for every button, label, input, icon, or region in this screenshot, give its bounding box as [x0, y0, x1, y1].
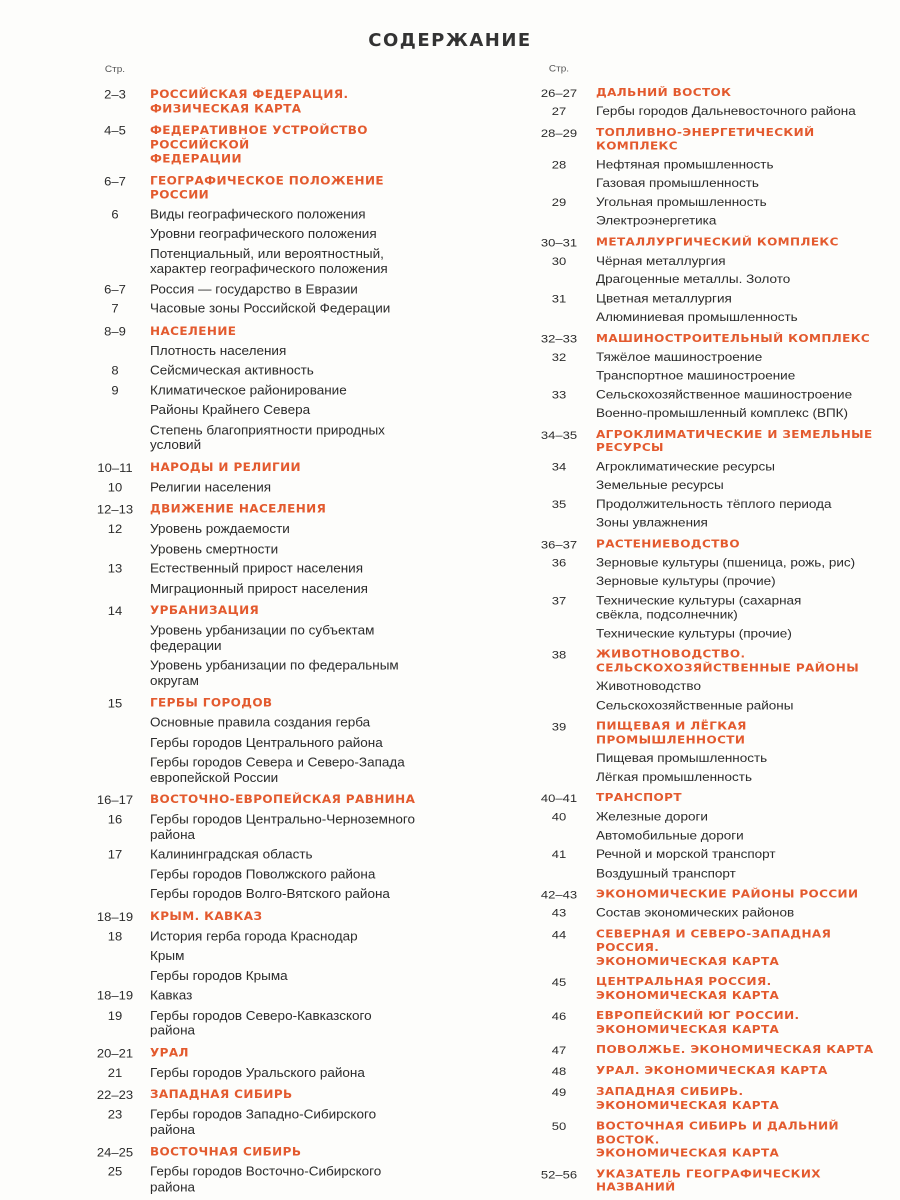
page-number: 19 [107, 1008, 123, 1023]
entry-title: Гербы городов Западно-Сибирского района [150, 1107, 377, 1137]
toc-entry [532, 808, 882, 824]
page-number [532, 477, 586, 479]
toc-entry [532, 573, 882, 589]
page-number [88, 865, 142, 867]
toc-entry [88, 225, 460, 242]
page-number [532, 573, 586, 575]
page-number: 16 [107, 812, 123, 827]
page-number [88, 657, 142, 659]
page-number [532, 175, 586, 177]
toc-section-entry [532, 426, 882, 455]
page-number: 25 [107, 1164, 123, 1179]
page-number: 13 [107, 561, 123, 576]
section-title: УРАЛ [150, 1046, 189, 1060]
page-number: 49 [551, 1085, 567, 1099]
section-title: КРЫМ. КАВКАЗ [150, 909, 263, 923]
page-number: 30 [551, 253, 567, 267]
entry-title: Алюминиевая промышленность [596, 310, 798, 324]
entry-title: Степень благоприятности природных условий [150, 422, 385, 452]
section-title: ТРАНСПОРТ [596, 791, 682, 804]
toc-entry [88, 361, 460, 378]
page-number [88, 734, 142, 736]
page-number: 45 [551, 975, 567, 989]
section-title: РОССИЙСКАЯ ФЕДЕРАЦИЯ. ФИЗИЧЕСКАЯ КАРТА [150, 87, 349, 115]
toc-entry [88, 560, 460, 577]
page-number [532, 271, 586, 273]
page-number: 37 [551, 593, 567, 607]
page-number: 28–29 [540, 126, 578, 140]
toc-section-entry [88, 172, 460, 202]
page-number: 18 [107, 928, 123, 943]
toc-entry [88, 1006, 460, 1038]
toc-entry [532, 592, 882, 623]
toc-entry [88, 1163, 460, 1195]
toc-section-entry [532, 1063, 882, 1079]
entry-title: Животноводство [596, 679, 701, 693]
entry-title: Основные правила создания герба [150, 715, 371, 730]
toc-entry [88, 381, 460, 398]
entry-title: Миграционный прирост населения [150, 581, 368, 596]
toc-entry [88, 811, 460, 843]
page-number: 26–27 [540, 86, 578, 100]
page-number: 46 [551, 1009, 567, 1023]
toc-entry [532, 103, 882, 119]
page-number [88, 622, 142, 624]
toc-section-entry [88, 791, 460, 808]
entry-title: Электроэнергетика [596, 214, 717, 228]
page-number [532, 367, 586, 369]
page-number: 32 [551, 350, 567, 364]
toc-section-entry [88, 1044, 460, 1061]
toc-entry [88, 865, 460, 882]
entry-title: Гербы городов Севера и Северо-Запада европейской России [150, 755, 405, 785]
section-title: ЗАПАДНАЯ СИБИРЬ. ЭКОНОМИЧЕСКАЯ КАРТА [596, 1085, 780, 1112]
toc-entry [532, 212, 882, 228]
section-title: ДАЛЬНИЙ ВОСТОК [596, 86, 732, 99]
entry-title: История герба города Краснодар [150, 928, 358, 943]
section-title: ЦЕНТРАЛЬНАЯ РОССИЯ. ЭКОНОМИЧЕСКАЯ КАРТА [596, 975, 780, 1002]
toc-entry [88, 967, 460, 984]
section-title: РАСТЕНИЕВОДСТВО [596, 537, 740, 550]
entry-title: Районы Крайнего Севера [150, 402, 311, 417]
toc-section-entry [532, 330, 882, 346]
section-title: УРАЛ. ЭКОНОМИЧЕСКАЯ КАРТА [596, 1064, 828, 1077]
entry-title: Крым [150, 948, 185, 963]
toc-entry [532, 495, 882, 511]
section-title: ПИЩЕВАЯ И ЛЁГКАЯ ПРОМЫШЛЕННОСТИ [596, 719, 747, 746]
page-number: 35 [551, 497, 567, 511]
entry-title: Технические культуры (сахарная свёкла, подсолнечник) [596, 593, 802, 621]
entry-title: Гербы городов Дальневосточного района [596, 104, 856, 118]
toc-entry [88, 421, 460, 453]
toc-entry [532, 750, 882, 766]
page-number: 8 [111, 363, 119, 378]
page-number: 42–43 [540, 887, 578, 901]
entry-title: Религии населения [150, 479, 272, 494]
section-title: ЗАПАДНАЯ СИБИРЬ [150, 1088, 293, 1101]
toc-section-entry [532, 536, 882, 552]
entry-title: Виды географического положения [150, 207, 366, 221]
page-number [88, 245, 142, 247]
entry-title: Железные дороги [596, 809, 708, 824]
page-title: СОДЕРЖАНИЕ [368, 30, 532, 51]
page-number: 31 [551, 291, 567, 305]
section-title: ТОПЛИВНО-ЭНЕРГЕТИЧЕСКИЙ КОМПЛЕКС [596, 126, 815, 152]
section-title: ВОСТОЧНО-ЕВРОПЕЙСКАЯ РАВНИНА [150, 793, 416, 806]
section-title: ЭКОНОМИЧЕСКИЕ РАЙОНЫ РОССИИ [596, 887, 859, 901]
entry-title: Гербы городов Поволжского района [150, 867, 376, 882]
toc-entry [88, 622, 460, 654]
toc-section-entry [532, 718, 882, 747]
page-number: 33 [551, 387, 567, 401]
section-title: ФЕДЕРАТИВНОЕ УСТРОЙСТВО РОССИЙСКОЙ ФЕДЕРАЦИИ [150, 123, 368, 166]
page-column-header: Стр. [548, 64, 570, 75]
page-number: 47 [551, 1043, 567, 1057]
toc-entry [88, 885, 460, 902]
entry-title: Речной и морской транспорт [596, 847, 776, 861]
toc-entry [532, 458, 882, 474]
toc-section-entry [532, 85, 882, 101]
toc-entry [532, 904, 882, 920]
toc-entry [88, 342, 460, 359]
page-number: 6–7 [104, 173, 126, 188]
page-number: 24–25 [96, 1145, 134, 1160]
page-number: 23 [107, 1107, 123, 1122]
page-number [88, 342, 142, 344]
toc-entry [88, 753, 460, 785]
toc-section-entry [532, 1042, 882, 1058]
page-number: 39 [551, 719, 567, 733]
section-title: СЕВЕРНАЯ И СЕВЕРО-ЗАПАДНАЯ РОССИЯ. ЭКОНОМИЧЕСКАЯ КАРТА [596, 927, 832, 968]
entry-title: Нефтяная промышленность [596, 157, 774, 171]
toc-entry [532, 309, 882, 325]
toc-entry [88, 987, 460, 1004]
toc-entry [532, 477, 882, 493]
section-title: ВОСТОЧНАЯ СИБИРЬ [150, 1145, 302, 1159]
toc-entry [88, 846, 460, 863]
section-title: ПОВОЛЖЬЕ. ЭКОНОМИЧЕСКАЯ КАРТА [596, 1043, 874, 1056]
toc-entry [88, 280, 460, 297]
page-number: 38 [551, 648, 567, 662]
page-number [532, 212, 586, 214]
toc-entry [532, 290, 882, 306]
page-number [88, 947, 142, 949]
page-number: 21 [107, 1065, 123, 1080]
page-number: 52–56 [540, 1167, 578, 1181]
entry-title: Земельные ресурсы [596, 478, 724, 492]
entry-title: Цветная металлургия [596, 291, 732, 305]
section-title: ГЕРБЫ ГОРОДОВ [150, 696, 273, 710]
toc-section-entry [532, 886, 882, 902]
section-title: МАШИНОСТРОИТЕЛЬНЫЙ КОМПЛЕКС [596, 331, 871, 344]
entry-title: Военно-промышленный комплекс (ВПК) [596, 406, 849, 420]
toc-section-entry [532, 926, 882, 968]
entry-title: Гербы городов Центрального района [150, 735, 383, 750]
toc-column-left [88, 60, 460, 1195]
entry-title: Сейсмическая активность [150, 363, 314, 378]
page-number [532, 827, 586, 829]
page-number: 20–21 [96, 1046, 134, 1060]
entry-title: Гербы городов Крыма [150, 968, 288, 983]
page-number: 30–31 [540, 235, 578, 249]
entry-title: Гербы городов Волго-Вятского района [150, 887, 390, 901]
section-title: АГРОКЛИМАТИЧЕСКИЕ И ЗЕМЕЛЬНЫЕ РЕСУРСЫ [596, 427, 873, 454]
page-number: 29 [551, 195, 567, 209]
toc-entry [532, 625, 882, 641]
entry-title: Уровень рождаемости [150, 521, 290, 536]
page-number: 18–19 [96, 909, 134, 924]
page-number: 2–3 [104, 87, 126, 102]
toc-entry [88, 657, 460, 689]
page-number: 10–11 [97, 460, 133, 475]
toc-entry [532, 175, 882, 191]
page-number: 22–23 [96, 1088, 134, 1102]
toc-section-entry [532, 1008, 882, 1037]
entry-title: Уровень урбанизации по субъектам федерации [150, 623, 375, 653]
page-number: 17 [107, 847, 123, 862]
toc-section-entry [532, 790, 882, 806]
toc-entry [88, 947, 460, 964]
page-number [88, 714, 142, 716]
toc-section-entry [88, 694, 460, 711]
toc-section-entry [532, 1118, 882, 1160]
section-title: ДВИЖЕНИЕ НАСЕЛЕНИЯ [150, 502, 327, 516]
entry-title: Сельскохозяйственное машиностроение [596, 387, 853, 401]
toc-entry [532, 193, 882, 209]
toc-section-entry [88, 1086, 460, 1103]
toc-column-right [532, 60, 882, 1195]
page-number: 27 [551, 104, 567, 118]
page-number [88, 540, 142, 542]
section-title: ВОСТОЧНАЯ СИБИРЬ И ДАЛЬНИЙ ВОСТОК. ЭКОНОМИЧЕСКАЯ КАРТА [596, 1119, 839, 1160]
page-number: 7 [111, 301, 119, 316]
entry-title: Зерновые культуры (прочие) [596, 574, 776, 588]
page-column-header: Стр. [104, 64, 126, 75]
page-number: 12 [107, 521, 123, 536]
toc-entry [88, 734, 460, 751]
toc-section-entry [88, 459, 460, 476]
entry-title: Сельскохозяйственные районы [596, 698, 794, 712]
page-number [532, 678, 586, 680]
page-number [88, 885, 142, 887]
toc-section-entry [532, 1166, 882, 1195]
page-number: 16–17 [96, 793, 134, 807]
toc-section-entry [88, 602, 460, 619]
toc-list [532, 85, 882, 1195]
page-number [88, 401, 142, 403]
entry-title: Зоны увлажнения [596, 515, 708, 530]
page-number: 34 [551, 459, 567, 473]
toc-entry [88, 1106, 460, 1138]
page-number: 15 [107, 696, 123, 711]
toc-entry [532, 678, 882, 694]
toc-entry [532, 846, 882, 862]
section-title: НАРОДЫ И РЕЛИГИИ [150, 460, 301, 474]
page-number: 8–9 [104, 324, 126, 338]
toc-entry [88, 714, 460, 731]
page-number: 6–7 [104, 281, 126, 296]
page-number: 48 [551, 1064, 567, 1078]
section-title: НАСЕЛЕНИЕ [150, 324, 237, 338]
entry-title: Потенциальный, или вероятностный, характер географического положения [150, 246, 388, 276]
page-number [532, 625, 586, 627]
entry-title: Лёгкая промышленность [596, 770, 752, 784]
section-title: УРБАНИЗАЦИЯ [150, 603, 260, 617]
entry-title: Кавказ [150, 988, 193, 1003]
entry-title: Гербы городов Северо-Кавказского района [150, 1008, 372, 1038]
entry-title: Зерновые культуры (пшеница, рожь, рис) [596, 555, 856, 569]
page-number: 10 [107, 479, 123, 494]
page-number: 32–33 [540, 331, 578, 345]
entry-title: Чёрная металлургия [596, 253, 726, 267]
toc-section-entry [532, 974, 882, 1003]
page-number: 12–13 [96, 502, 134, 517]
toc-entry [532, 386, 882, 402]
toc-entry [532, 367, 882, 383]
page-number: 18–19 [96, 988, 134, 1003]
toc-entry [532, 271, 882, 287]
toc-entry [88, 245, 460, 277]
entry-title: Продолжительность тёплого периода [596, 497, 832, 511]
page-number: 40–41 [540, 791, 578, 805]
toc-entry [532, 865, 882, 881]
entry-title: Технические культуры (прочие) [596, 626, 792, 640]
entry-title: Калининградская область [150, 847, 313, 862]
entry-title: Часовые зоны Российской Федерации [150, 301, 391, 316]
page-number [88, 967, 142, 969]
page-number: 34–35 [540, 427, 578, 442]
entry-title: Агроклиматические ресурсы [596, 459, 775, 473]
section-title: МЕТАЛЛУРГИЧЕСКИЙ КОМПЛЕКС [596, 235, 839, 248]
toc-section-entry [88, 501, 460, 518]
page-number [532, 309, 586, 311]
entry-title: Естественный прирост населения [150, 561, 364, 576]
page-number: 28 [551, 157, 567, 171]
section-title: ГЕОГРАФИЧЕСКОЕ ПОЛОЖЕНИЕ РОССИИ [150, 173, 384, 202]
toc-section-entry [88, 86, 460, 116]
entry-title: Драгоценные металлы. Золото [596, 272, 791, 286]
page-number: 40 [551, 809, 567, 824]
page-number [88, 421, 142, 423]
entry-title: Газовая промышленность [596, 176, 759, 190]
page-number [532, 750, 586, 752]
entry-title: Плотность населения [150, 343, 287, 358]
section-title: ЕВРОПЕЙСКИЙ ЮГ РОССИИ. ЭКОНОМИЧЕСКАЯ КАРТА [596, 1009, 800, 1036]
page-number: 14 [107, 603, 123, 618]
entry-title: Уровень смертности [150, 541, 279, 556]
toc-entry [532, 827, 882, 843]
entry-title: Россия — государство в Евразии [150, 281, 358, 296]
toc-section-entry [88, 1143, 460, 1160]
toc-entry [532, 768, 882, 784]
page-number [532, 514, 586, 516]
page-number [532, 405, 586, 407]
section-title: ЖИВОТНОВОДСТВО. СЕЛЬСКОХОЗЯЙСТВЕННЫЕ РАЙОНЫ [596, 648, 860, 674]
page-number: 41 [551, 847, 567, 861]
toc-entry [532, 348, 882, 364]
toc-entry [532, 554, 882, 570]
entry-title: Воздушный транспорт [596, 866, 736, 880]
toc-entry [88, 478, 460, 495]
page-number [88, 753, 142, 755]
entry-title: Гербы городов Восточно-Сибирского района [150, 1164, 382, 1194]
page-number: 44 [551, 927, 567, 941]
page-number: 6 [111, 207, 119, 221]
entry-title: Состав экономических районов [596, 906, 795, 920]
entry-title: Угольная промышленность [596, 195, 767, 209]
entry-title: Тяжёлое машиностроение [596, 350, 763, 364]
entry-title: Гербы городов Уральского района [150, 1065, 365, 1080]
toc-entry [88, 520, 460, 537]
toc-list [88, 86, 460, 1195]
toc-section-entry [532, 1084, 882, 1113]
toc-entry [88, 300, 460, 317]
toc-entry [532, 252, 882, 268]
toc-entry [532, 697, 882, 713]
entry-title: Пищевая промышленность [596, 751, 768, 765]
page-number [88, 580, 142, 582]
toc-entry [88, 205, 460, 222]
page-number: 50 [551, 1119, 567, 1133]
entry-title: Автомобильные дороги [596, 828, 744, 842]
toc-entry [88, 540, 460, 557]
page-number: 4–5 [104, 123, 126, 138]
page-number [532, 865, 586, 867]
toc-section-entry [532, 124, 882, 153]
section-title: УКАЗАТЕЛЬ ГЕОГРАФИЧЕСКИХ НАЗВАНИЙ [596, 1167, 821, 1194]
toc-entry [88, 1064, 460, 1081]
toc-section-entry [532, 646, 882, 675]
page-number: 36 [551, 555, 567, 569]
page-number: 36–37 [540, 537, 578, 551]
toc-entry [88, 580, 460, 597]
toc-section-entry [88, 322, 460, 339]
page-number [532, 697, 586, 699]
entry-title: Климатическое районирование [150, 383, 347, 397]
entry-title: Уровень урбанизации по федеральным округам [150, 658, 399, 688]
toc-entry [532, 156, 882, 172]
entry-title: Гербы городов Центрально-Черноземного района [150, 812, 416, 842]
page-number: 43 [551, 906, 567, 920]
toc-entry [532, 514, 882, 530]
entry-title: Уровни географического положения [150, 226, 377, 241]
entry-title: Транспортное машиностроение [596, 368, 796, 383]
toc-entry [88, 927, 460, 944]
toc-section-entry [88, 908, 460, 925]
toc-section-entry [88, 122, 460, 167]
toc-entry [532, 405, 882, 421]
page-number [88, 225, 142, 227]
page-number [532, 768, 586, 770]
toc-section-entry [532, 234, 882, 250]
toc-entry [88, 401, 460, 418]
page-number: 9 [111, 383, 119, 397]
